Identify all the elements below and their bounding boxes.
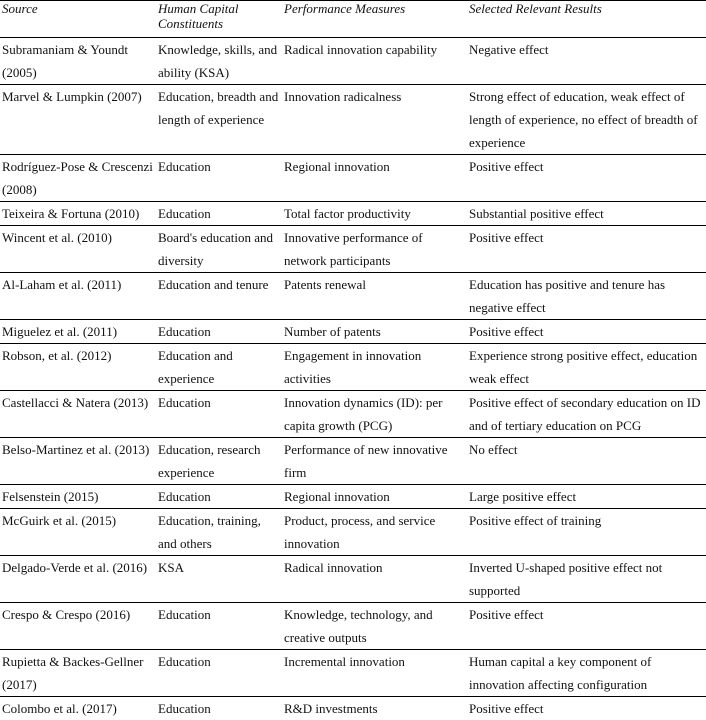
results-cell: No effect (467, 438, 706, 485)
header-row (0, 1, 706, 38)
measures-cell: Radical innovation capability (282, 38, 467, 85)
measures-cell: Knowledge, technology, and creative outputs (282, 603, 467, 650)
constituents-cell: Education (156, 202, 282, 226)
source-cell: Miguelez et al. (2011) (0, 320, 156, 344)
measures-cell: Incremental innovation (282, 650, 467, 697)
results-cell: Large positive effect (467, 485, 706, 509)
table-row (0, 485, 706, 509)
measures-cell: Innovation dynamics (ID): per capita growth (PCG) (282, 391, 467, 438)
results-cell: Positive effect (467, 226, 706, 273)
table-row (0, 344, 706, 391)
measures-cell: Total factor productivity (282, 202, 467, 226)
constituents-cell: Education and tenure (156, 273, 282, 320)
measures-cell: Innovative performance of network participants (282, 226, 467, 273)
results-cell: Inverted U-shaped positive effect not supported (467, 556, 706, 603)
header-human-capital-constituents: Human Capital Constituents (156, 1, 282, 38)
source-cell: Crespo & Crespo (2016) (0, 603, 156, 650)
constituents-cell: Education (156, 485, 282, 509)
results-cell: Education has positive and tenure has negative effect (467, 273, 706, 320)
results-cell: Positive effect (467, 603, 706, 650)
measures-cell: Engagement in innovation activities (282, 344, 467, 391)
results-cell: Strong effect of education, weak effect of length of experience, no effect of breadth of experience (467, 85, 706, 155)
source-cell: Robson, et al. (2012) (0, 344, 156, 391)
source-cell: Castellacci & Natera (2013) (0, 391, 156, 438)
header-performance-measures: Performance Measures (282, 1, 467, 38)
table-row (0, 38, 706, 85)
measures-cell: Performance of new innovative firm (282, 438, 467, 485)
table-row (0, 650, 706, 697)
results-cell: Experience strong positive effect, education weak effect (467, 344, 706, 391)
table-row (0, 556, 706, 603)
results-cell: Positive effect of training (467, 509, 706, 556)
table-row (0, 273, 706, 320)
measures-cell: Regional innovation (282, 155, 467, 202)
source-cell: Teixeira & Fortuna (2010) (0, 202, 156, 226)
table-row (0, 155, 706, 202)
measures-cell: Innovation radicalness (282, 85, 467, 155)
measures-cell: Number of patents (282, 320, 467, 344)
header-selected-relevant-results: Selected Relevant Results (467, 1, 706, 38)
constituents-cell: Education (156, 155, 282, 202)
table-row (0, 202, 706, 226)
source-cell: Belso-Martinez et al. (2013) (0, 438, 156, 485)
source-cell: Felsenstein (2015) (0, 485, 156, 509)
constituents-cell: Board's education and diversity (156, 226, 282, 273)
table-row (0, 697, 706, 720)
results-cell: Negative effect (467, 38, 706, 85)
results-cell: Substantial positive effect (467, 202, 706, 226)
table-row (0, 438, 706, 485)
constituents-cell: Education (156, 320, 282, 344)
measures-cell: Product, process, and service innovation (282, 509, 467, 556)
source-cell: Colombo et al. (2017) (0, 697, 156, 720)
measures-cell: Radical innovation (282, 556, 467, 603)
results-cell: Human capital a key component of innovation affecting configuration (467, 650, 706, 697)
source-cell: Rupietta & Backes-Gellner (2017) (0, 650, 156, 697)
constituents-cell: Education, training, and others (156, 509, 282, 556)
source-cell: Subramaniam & Youndt (2005) (0, 38, 156, 85)
table-row (0, 320, 706, 344)
results-cell: Positive effect (467, 155, 706, 202)
results-cell: Positive effect of secondary education on ID and of tertiary education on PCG (467, 391, 706, 438)
constituents-cell: Education, research experience (156, 438, 282, 485)
table-header (0, 1, 706, 38)
measures-cell: Regional innovation (282, 485, 467, 509)
constituents-cell: Education and experience (156, 344, 282, 391)
results-cell: Positive effect (467, 320, 706, 344)
source-cell: McGuirk et al. (2015) (0, 509, 156, 556)
source-cell: Al-Laham et al. (2011) (0, 273, 156, 320)
measures-cell: Patents renewal (282, 273, 467, 320)
table-row (0, 509, 706, 556)
source-cell: Wincent et al. (2010) (0, 226, 156, 273)
table-row (0, 85, 706, 155)
constituents-cell: Education (156, 650, 282, 697)
constituents-cell: Education (156, 603, 282, 650)
constituents-cell: Education, breadth and length of experience (156, 85, 282, 155)
table-body (0, 38, 706, 720)
source-cell: Delgado-Verde et al. (2016) (0, 556, 156, 603)
constituents-cell: Knowledge, skills, and ability (KSA) (156, 38, 282, 85)
measures-cell: R&D investments (282, 697, 467, 720)
source-cell: Marvel & Lumpkin (2007) (0, 85, 156, 155)
results-cell: Positive effect (467, 697, 706, 720)
constituents-cell: Education (156, 391, 282, 438)
table-row (0, 603, 706, 650)
source-cell: Rodríguez-Pose & Crescenzi (2008) (0, 155, 156, 202)
table-row (0, 226, 706, 273)
constituents-cell: KSA (156, 556, 282, 603)
table-row (0, 391, 706, 438)
header-source: Source (0, 1, 156, 38)
constituents-cell: Education (156, 697, 282, 720)
